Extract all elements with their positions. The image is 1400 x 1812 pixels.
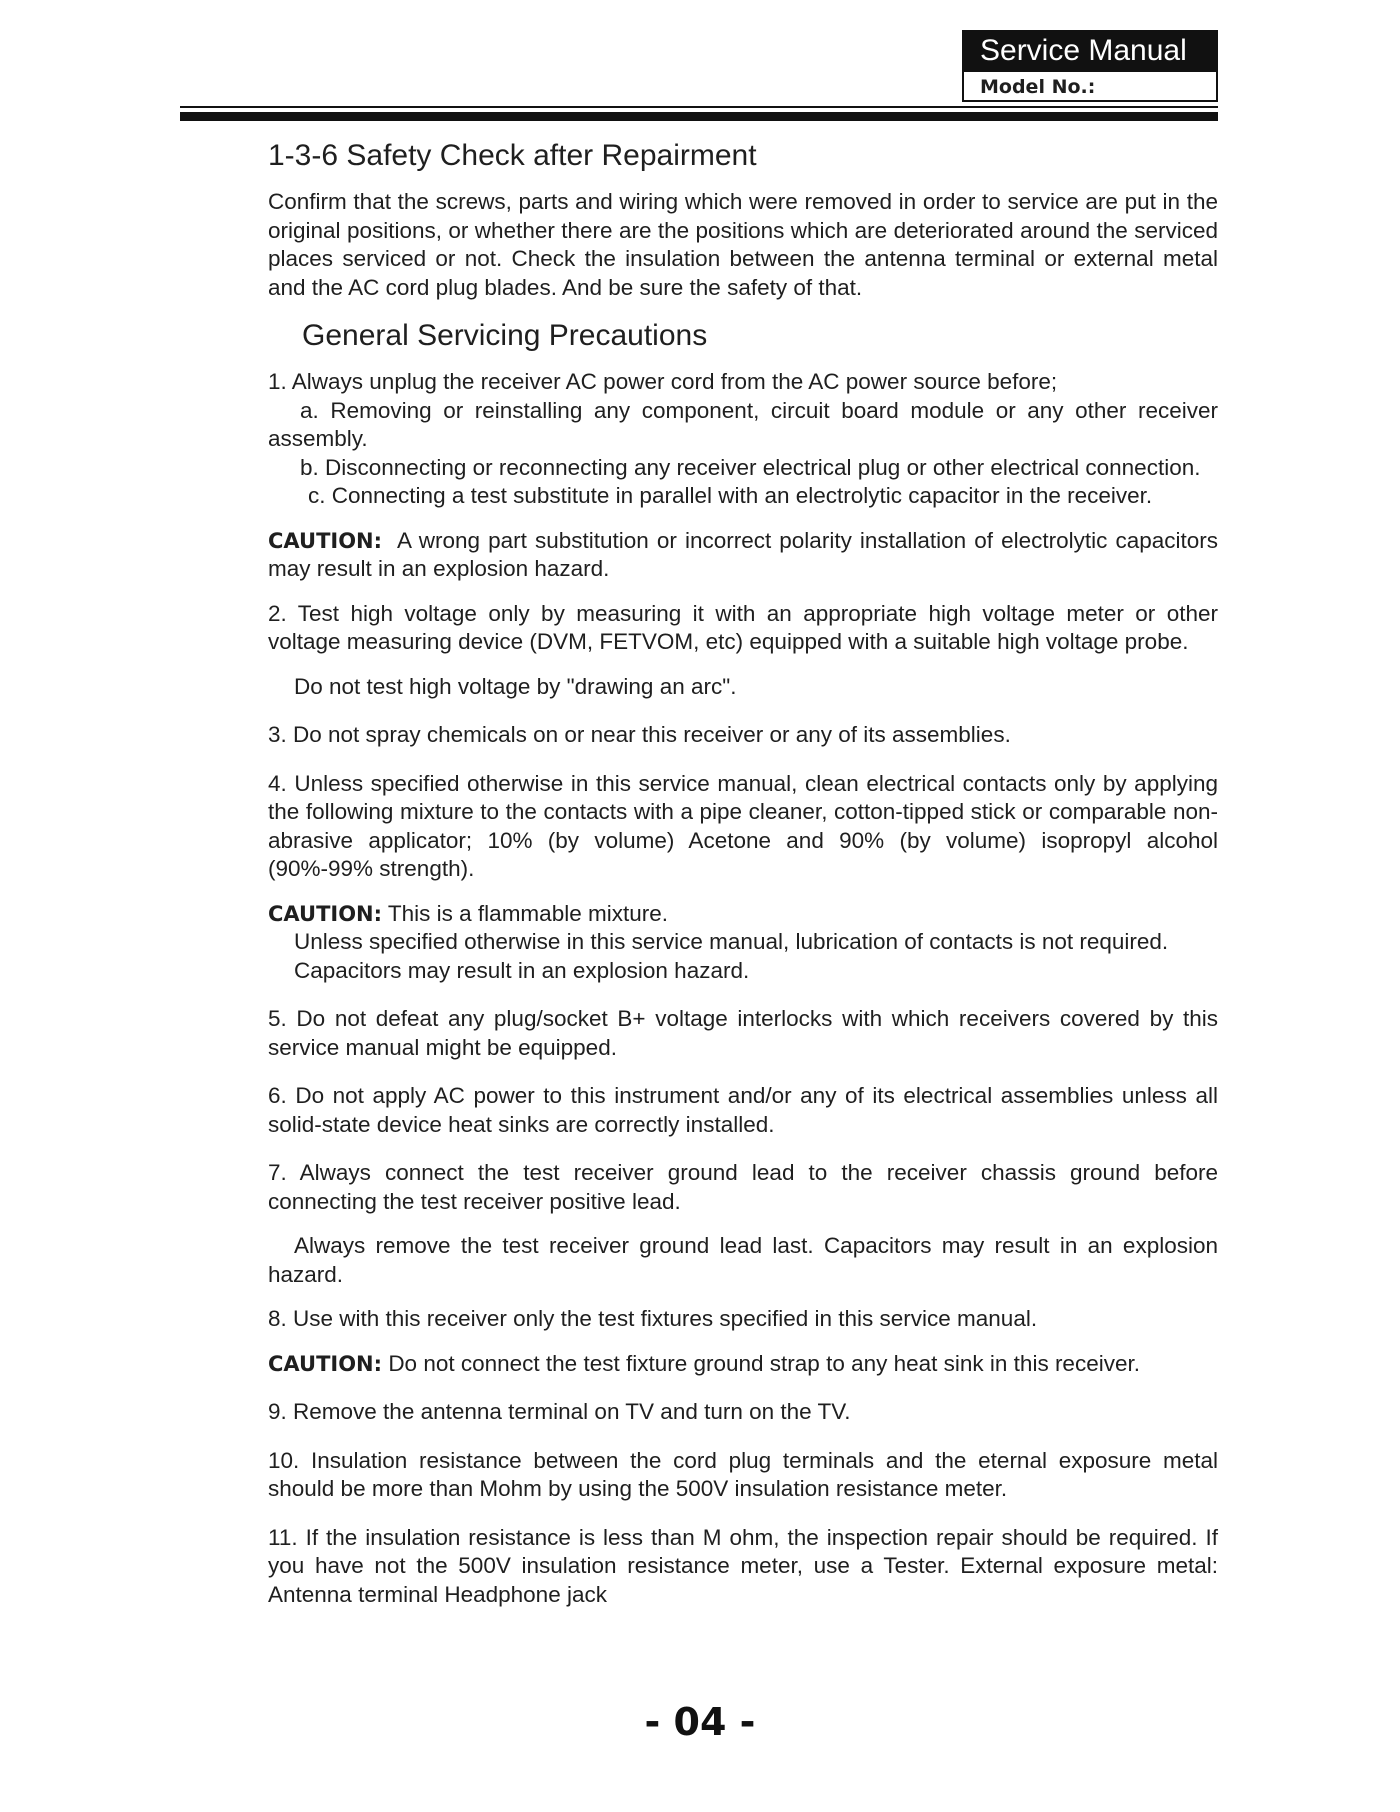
page-number: - 04 -: [644, 1700, 756, 1744]
header-rule-thick: [180, 112, 1218, 121]
caution-2-text: This is a flammable mixture.: [387, 900, 668, 926]
caution-3: [268, 1350, 1218, 1379]
header-rule-thin: [180, 106, 1218, 108]
caution-1-text: A wrong part substitution or incorrect polarity installation of electrolytic capacitors may result in an explosion hazard.: [268, 527, 1219, 581]
item-2-note: Do not test high voltage by "drawing an arc".: [294, 673, 737, 699]
page-content: [268, 136, 1218, 1609]
item-4: 4. Unless specified otherwise in this service manual, clean electrical contacts only by applying the following mixture to the contacts with a pipe cleaner, cotton-tipped stick or comparable non-abrasive applicator; 10% (by volume) Acetone and 90% (by volume) isopropyl alcohol (90%-99% strength).: [268, 770, 1218, 881]
header-title: Service Manual: [964, 32, 1216, 70]
item-1: 1. Always unplug the receiver AC power cord from the AC power source before;: [268, 369, 1058, 394]
caution-2-line-3: Capacitors may result in an explosion hazard.: [294, 957, 750, 983]
caution-2: [268, 900, 1218, 929]
caution-label: CAUTION:: [268, 528, 383, 553]
item-1a: a. Removing or reinstalling any component, circuit board module or any other receiver assembly.: [268, 397, 1218, 451]
caution-label: CAUTION:: [268, 1351, 383, 1376]
item-8: 8. Use with this receiver only the test fixtures specified in this service manual.: [268, 1306, 1038, 1331]
caution-3-text: Do not connect the test fixture ground strap to any heat sink in this receiver.: [388, 1350, 1140, 1376]
header-box: [962, 30, 1218, 102]
item-11: 11. If the insulation resistance is less than M ohm, the inspection repair should be required. If you have not the 500V insulation resistance meter, use a Tester. External exposure metal: Antenna terminal Headphone jack: [268, 1524, 1218, 1607]
model-number-label: Model No.:: [964, 70, 1216, 100]
item-1b: b. Disconnecting or reconnecting any receiver electrical plug or other electrical connection.: [300, 454, 1201, 480]
item-5: 5. Do not defeat any plug/socket B+ voltage interlocks with which receivers covered by this service manual might be equipped.: [268, 1006, 1218, 1060]
caution-2-line-2: Unless specified otherwise in this service manual, lubrication of contacts is not required.: [294, 929, 1169, 954]
caution-1: [268, 527, 1218, 584]
item-7-note: Always remove the test receiver ground lead last. Capacitors may result in an explosion hazard.: [268, 1233, 1218, 1287]
item-10: 10. Insulation resistance between the cord plug terminals and the eternal exposure metal should be more than Mohm by using the 500V insulation resistance meter.: [268, 1447, 1218, 1501]
section-intro: Confirm that the screws, parts and wiring which were removed in order to service are put in the original positions, or whether there are the positions which are deteriorated around the serviced places serviced or not. Check the insulation between the antenna terminal or external metal and the AC cord plug blades. And be sure the safety of that.: [268, 189, 1218, 300]
item-2: 2. Test high voltage only by measuring it with an appropriate high voltage meter or other voltage measuring device (DVM, FETVOM, etc) equipped with a suitable high voltage probe.: [268, 600, 1218, 654]
item-9: 9. Remove the antenna terminal on TV and turn on the TV.: [268, 1399, 851, 1424]
item-3: 3. Do not spray chemicals on or near this receiver or any of its assemblies.: [268, 722, 1011, 747]
item-1c: c. Connecting a test substitute in parallel with an electrolytic capacitor in the receiver.: [308, 483, 1153, 508]
caution-label: CAUTION:: [268, 901, 383, 926]
section-title: 1-3-6 Safety Check after Repairment: [268, 139, 757, 172]
item-7: 7. Always connect the test receiver ground lead to the receiver chassis ground before connecting the test receiver positive lead.: [268, 1160, 1218, 1214]
precautions-title: General Servicing Precautions: [302, 319, 708, 352]
item-6: 6. Do not apply AC power to this instrument and/or any of its electrical assemblies unless all solid-state device heat sinks are correctly installed.: [268, 1083, 1218, 1137]
